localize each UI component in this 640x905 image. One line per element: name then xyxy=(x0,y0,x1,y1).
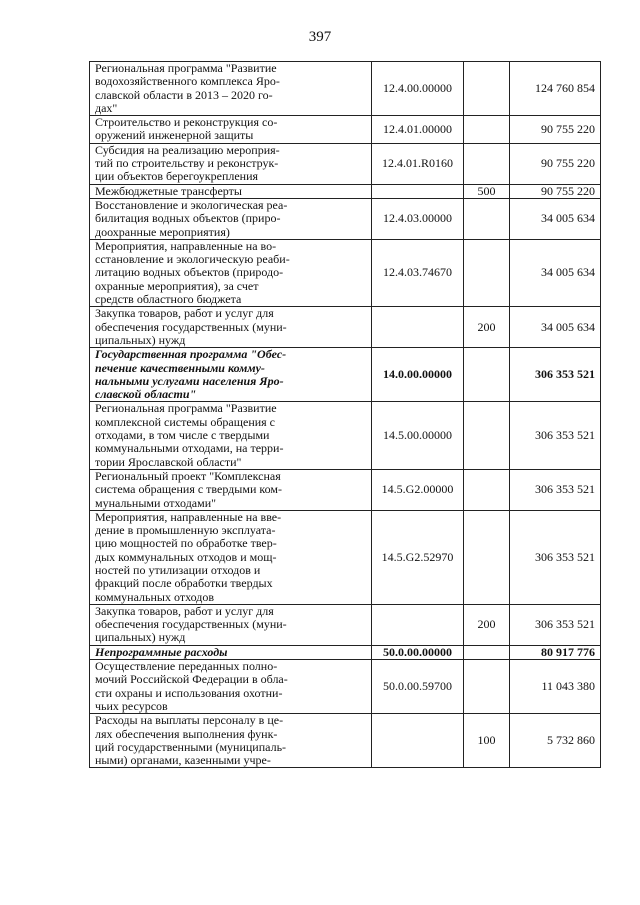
item-name-line: мунальными отходами" xyxy=(95,495,217,510)
page-number: 397 xyxy=(308,29,332,45)
item-name-line: тории Ярославской области" xyxy=(95,454,242,469)
item-name-cell xyxy=(90,143,372,184)
item-name-cell xyxy=(90,660,372,714)
item-name-line: коммунальных отходов xyxy=(95,589,215,604)
amount-cell: 90 755 220 xyxy=(510,143,601,184)
classification-code-cell xyxy=(372,184,464,198)
table-row xyxy=(90,510,601,604)
amount-cell: 306 353 521 xyxy=(510,348,601,402)
item-name-line: ципальных) нужд xyxy=(95,630,186,645)
item-name-line: дах" xyxy=(95,100,118,115)
item-name-line: Восстановление и экологическая реа- xyxy=(95,197,288,212)
amount-cell: 34 005 634 xyxy=(510,239,601,306)
amount-cell: 306 353 521 xyxy=(510,604,601,645)
table-row xyxy=(90,184,601,198)
amount-cell: 306 353 521 xyxy=(510,402,601,469)
item-name-cell xyxy=(90,184,372,198)
classification-code-cell: 50.0.00.59700 xyxy=(372,660,464,714)
item-name-line: цию мощностей по обработке твер- xyxy=(95,536,277,551)
table-row xyxy=(90,660,601,714)
item-name-cell xyxy=(90,62,372,116)
table-row xyxy=(90,239,601,306)
classification-code-cell: 12.4.01.R0160 xyxy=(372,143,464,184)
amount-cell: 34 005 634 xyxy=(510,198,601,239)
amount-cell: 34 005 634 xyxy=(510,307,601,348)
table-row xyxy=(90,402,601,469)
classification-code-cell: 12.4.01.00000 xyxy=(372,116,464,144)
item-name-cell xyxy=(90,645,372,659)
item-name-line: чьих ресурсов xyxy=(95,698,168,713)
item-name-line: Строительство и реконструкция со- xyxy=(95,115,278,130)
item-name-line: печение качественными комму- xyxy=(95,360,265,375)
table-row xyxy=(90,348,601,402)
item-name-cell xyxy=(90,239,372,306)
item-name-line: обеспечения государственных (муни- xyxy=(95,617,287,632)
amount-cell: 90 755 220 xyxy=(510,116,601,144)
item-name-line: славской области" xyxy=(95,387,197,402)
item-name-line: Региональная программа "Развитие xyxy=(95,401,277,416)
classification-code-cell: 12.4.03.74670 xyxy=(372,239,464,306)
amount-cell: 5 732 860 xyxy=(510,714,601,768)
classification-code-cell: 14.0.00.00000 xyxy=(372,348,464,402)
classification-code-cell: 14.5.00.00000 xyxy=(372,402,464,469)
item-name-line: Мероприятия, направленные на во- xyxy=(95,238,277,253)
item-name-line: Государственная программа "Обес- xyxy=(95,347,287,362)
item-name-line: Закупка товаров, работ и услуг для xyxy=(95,603,274,618)
item-name-line: Непрограммные расходы xyxy=(95,644,228,659)
item-name-line: Закупка товаров, работ и услуг для xyxy=(95,306,274,321)
item-name-line: отходами, в том числе с твердыми xyxy=(95,428,270,443)
item-name-line: Мероприятия, направленные на вве- xyxy=(95,509,282,524)
item-name-line: ципальных) нужд xyxy=(95,332,186,347)
expense-type-cell xyxy=(464,510,510,604)
item-name-cell xyxy=(90,604,372,645)
table-row xyxy=(90,714,601,768)
item-name-cell xyxy=(90,402,372,469)
expense-type-cell xyxy=(464,469,510,510)
table-row xyxy=(90,143,601,184)
item-name-line: Субсидия на реализацию мероприя- xyxy=(95,142,280,157)
expense-type-cell xyxy=(464,198,510,239)
amount-cell: 80 917 776 xyxy=(510,645,601,659)
item-name-line: система обращения с твердыми ком- xyxy=(95,482,282,497)
expense-type-cell: 200 xyxy=(464,604,510,645)
table-row xyxy=(90,645,601,659)
expense-type-cell xyxy=(464,143,510,184)
item-name-cell xyxy=(90,469,372,510)
classification-code-cell: 12.4.03.00000 xyxy=(372,198,464,239)
classification-code-cell: 14.5.G2.00000 xyxy=(372,469,464,510)
item-name-line: тий по строительству и реконструк- xyxy=(95,156,279,171)
item-name-line: сти охраны и использования охотни- xyxy=(95,685,283,700)
item-name-line: дых коммунальных отходов и мощ- xyxy=(95,549,277,564)
item-name-cell xyxy=(90,116,372,144)
item-name-line: билитация водных объектов (приро- xyxy=(95,211,281,226)
expense-type-cell xyxy=(464,660,510,714)
table-row xyxy=(90,604,601,645)
table-row xyxy=(90,62,601,116)
item-name-line: лях обеспечения выполнения функ- xyxy=(95,726,278,741)
item-name-cell xyxy=(90,198,372,239)
item-name-line: оружений инженерной защиты xyxy=(95,128,254,143)
amount-cell: 306 353 521 xyxy=(510,510,601,604)
expense-type-cell: 200 xyxy=(464,307,510,348)
item-name-line: Региональный проект "Комплексная xyxy=(95,468,281,483)
item-name-line: нальными услугами населения Яро- xyxy=(95,373,284,388)
expense-type-cell: 100 xyxy=(464,714,510,768)
item-name-line: ными) органами, казенными учре- xyxy=(95,753,271,768)
expense-type-cell xyxy=(464,402,510,469)
item-name-line: сстановление и экологическую реаби- xyxy=(95,252,290,267)
item-name-cell xyxy=(90,348,372,402)
classification-code-cell xyxy=(372,714,464,768)
expense-type-cell: 500 xyxy=(464,184,510,198)
table-row xyxy=(90,469,601,510)
item-name-cell xyxy=(90,510,372,604)
item-name-line: Региональная программа "Развитие xyxy=(95,61,277,75)
classification-code-cell: 12.4.00.00000 xyxy=(372,62,464,116)
classification-code-cell xyxy=(372,604,464,645)
expense-type-cell xyxy=(464,239,510,306)
amount-cell: 306 353 521 xyxy=(510,469,601,510)
item-name-line: ций государственными (муниципаль- xyxy=(95,739,287,754)
amount-cell: 11 043 380 xyxy=(510,660,601,714)
expense-type-cell xyxy=(464,645,510,659)
item-name-line: комплексной системы обращения с xyxy=(95,414,276,429)
expense-type-cell xyxy=(464,62,510,116)
item-name-line: Межбюджетные трансферты xyxy=(95,183,242,198)
item-name-line: славской области в 2013 – 2020 го- xyxy=(95,87,273,102)
classification-code-cell: 50.0.00.00000 xyxy=(372,645,464,659)
item-name-line: доохранные мероприятия) xyxy=(95,224,230,239)
item-name-line: охранные мероприятия), за счет xyxy=(95,278,259,293)
item-name-line: обеспечения государственных (муни- xyxy=(95,319,287,334)
item-name-line: литацию водных объектов (природо- xyxy=(95,265,284,280)
item-name-cell xyxy=(90,714,372,768)
classification-code-cell: 14.5.G2.52970 xyxy=(372,510,464,604)
amount-cell: 124 760 854 xyxy=(510,62,601,116)
item-name-line: средств областного бюджета xyxy=(95,292,242,307)
expense-type-cell xyxy=(464,116,510,144)
item-name-line: водохозяйственного комплекса Яро- xyxy=(95,74,280,89)
item-name-line: ции объектов берегоукрепления xyxy=(95,169,259,184)
item-name-line: коммунальными отходами, на терри- xyxy=(95,441,284,456)
item-name-line: мочий Российской Федерации в обла- xyxy=(95,672,288,687)
item-name-line: фракций после обработки твердых xyxy=(95,576,273,591)
item-name-line: Осуществление переданных полно- xyxy=(95,659,278,674)
item-name-line: дение в промышленную эксплуата- xyxy=(95,523,276,538)
table-row xyxy=(90,116,601,144)
table-row xyxy=(90,198,601,239)
item-name-cell xyxy=(90,307,372,348)
budget-table xyxy=(89,61,601,768)
table-row xyxy=(90,307,601,348)
classification-code-cell xyxy=(372,307,464,348)
item-name-line: ностей по утилизации отходов и xyxy=(95,562,261,577)
amount-cell: 90 755 220 xyxy=(510,184,601,198)
budget-table-body xyxy=(90,62,601,768)
expense-type-cell xyxy=(464,348,510,402)
item-name-line: Расходы на выплаты персоналу в це- xyxy=(95,713,284,728)
